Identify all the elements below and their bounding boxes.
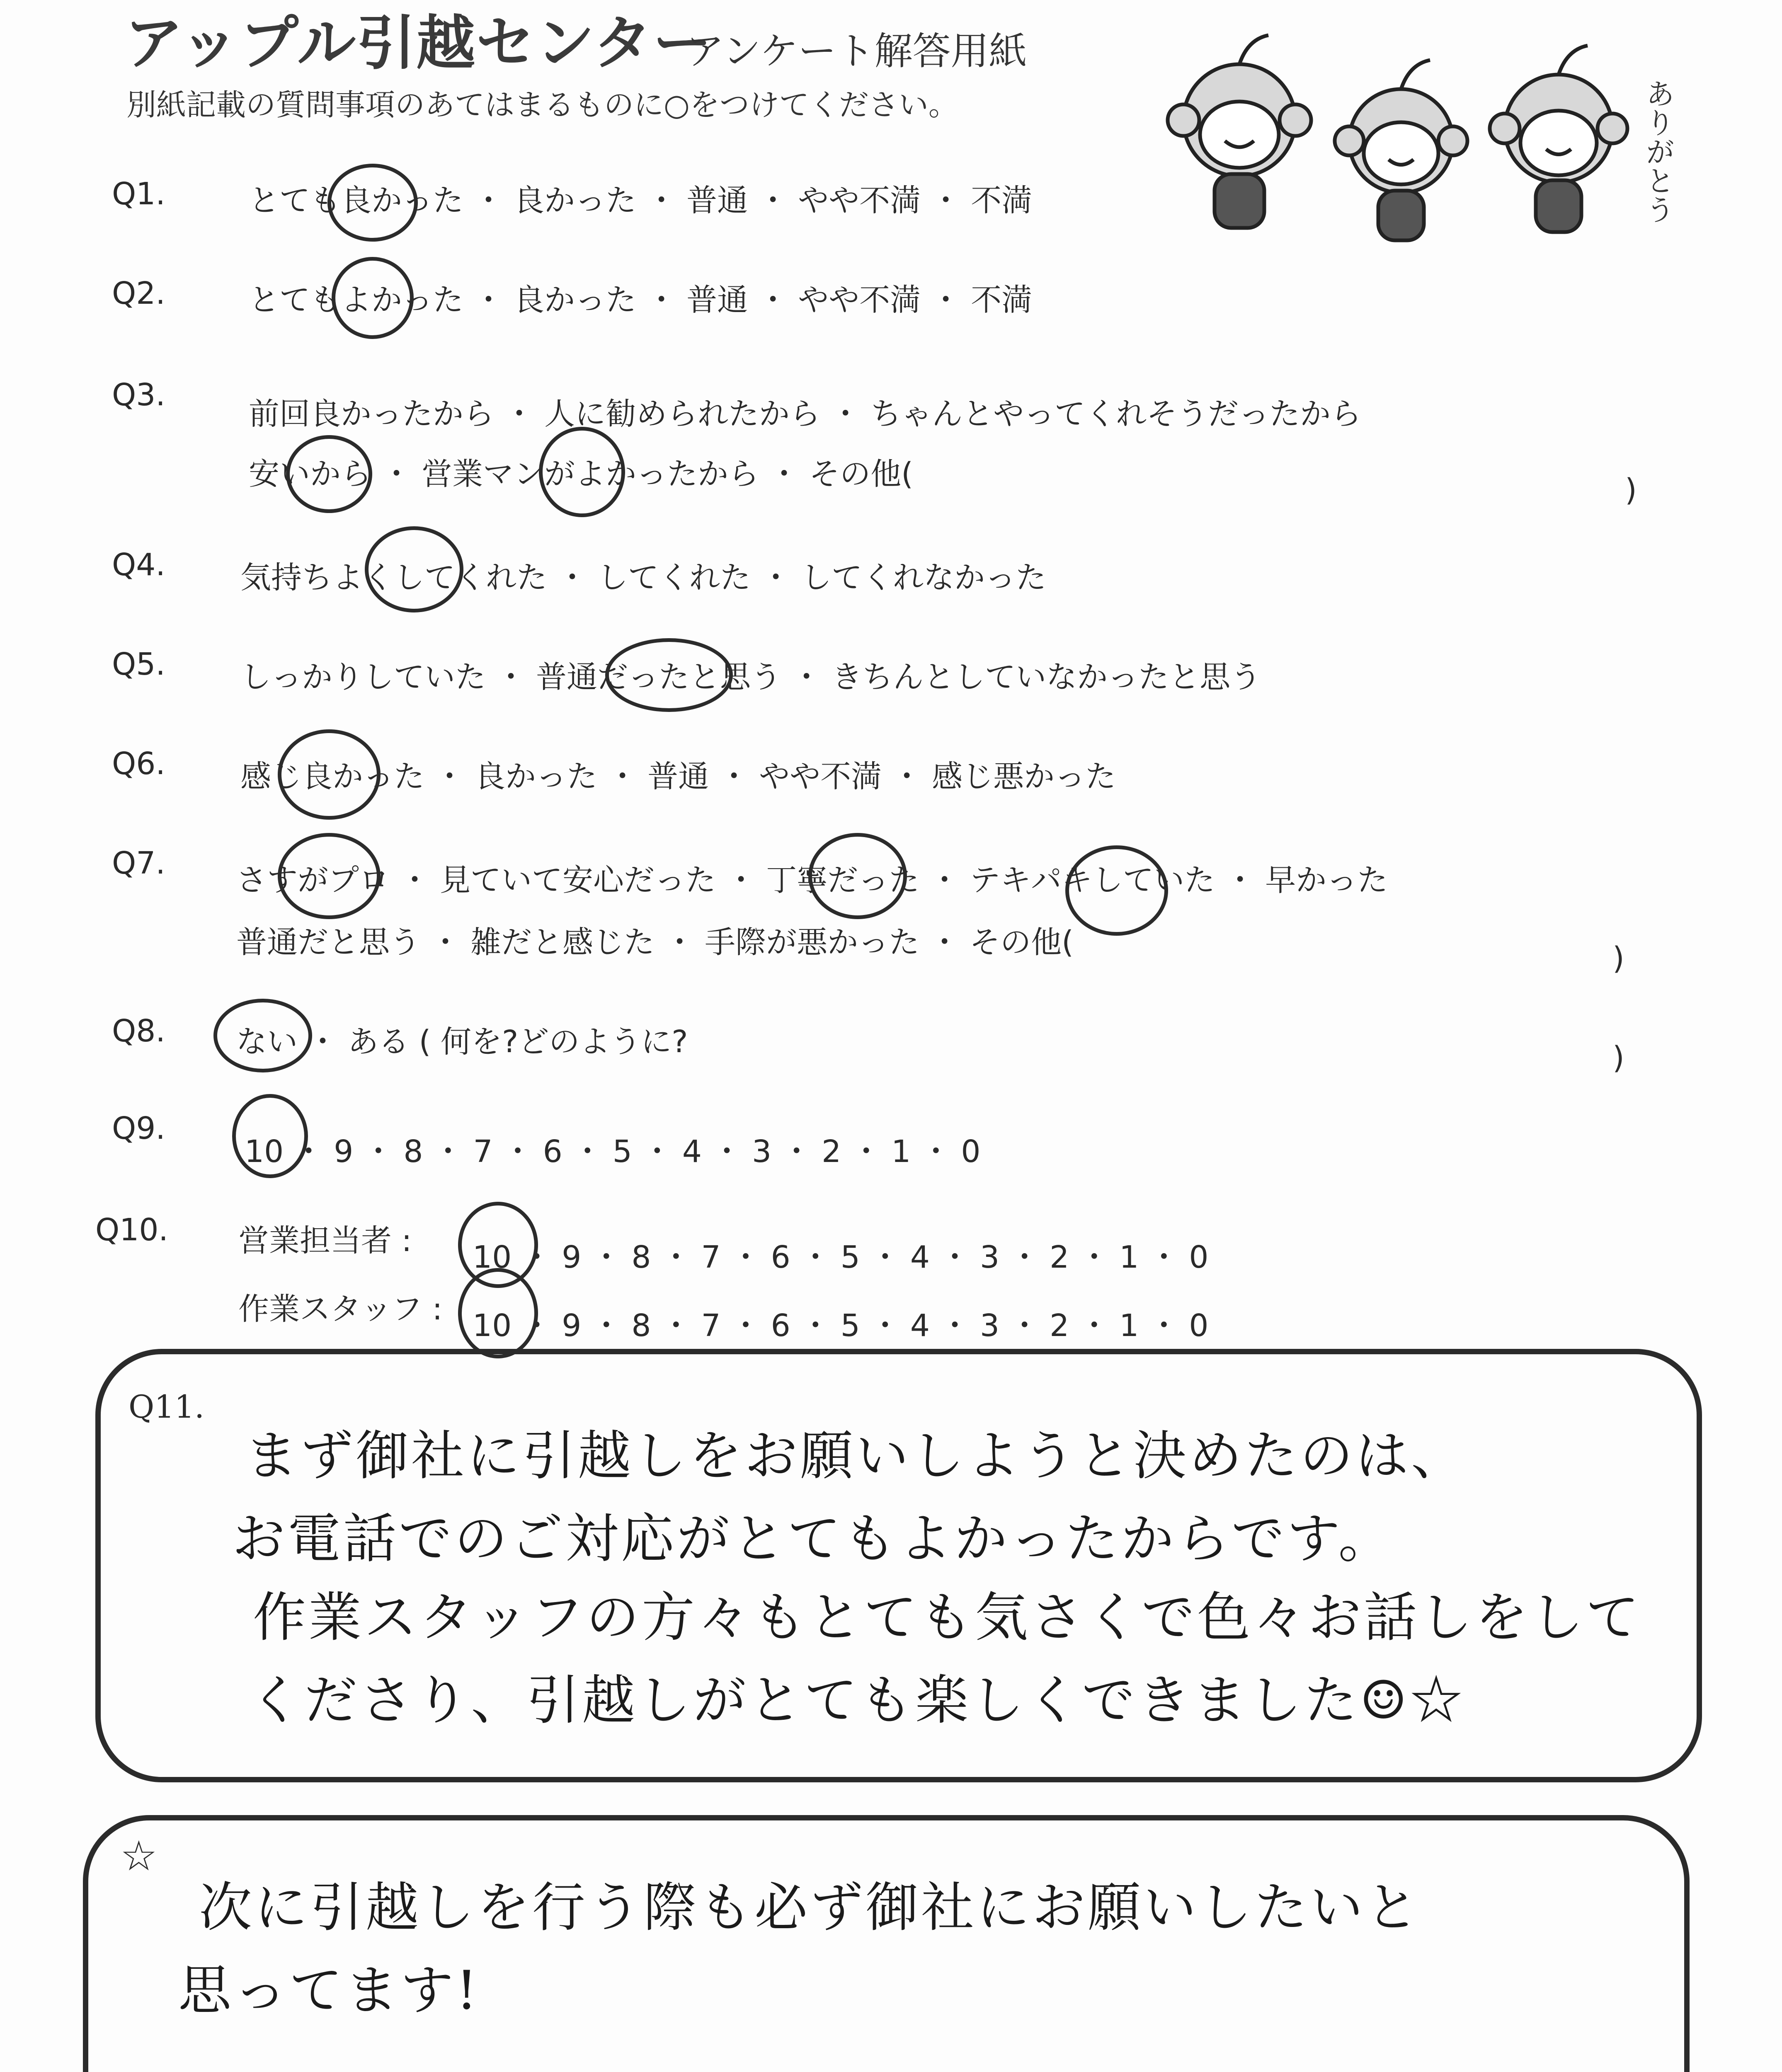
q7-answer-circle-2 xyxy=(808,833,907,919)
q8-options[interactable]: ない ・ ある ( 何を?どのように? xyxy=(236,1024,688,1060)
q11-line-1: まず御社に引越しをお願いしようと決めたのは、 xyxy=(245,1425,1467,1487)
q9-answer-circle xyxy=(232,1094,308,1178)
mascot-illustration xyxy=(1144,17,1724,249)
q9-label: Q9. xyxy=(112,1111,165,1146)
q2-options[interactable]: とてもよかった ・ 良かった ・ 普通 ・ やや不満 ・ 不満 xyxy=(249,282,1033,318)
q3-answer-circle-2 xyxy=(539,427,625,517)
q10-staff-scale[interactable]: 10 ・ 9 ・ 8 ・ 7 ・ 6 ・ 5 ・ 4 ・ 3 ・ 2 ・ 1 ・ 0 xyxy=(473,1308,1209,1343)
q3-close-paren: ) xyxy=(1625,472,1637,508)
q11-line-3: 作業スタッフの方々もとても気さくで色々お話しをして xyxy=(253,1587,1642,1648)
q10-sales-label: 営業担当者 : xyxy=(238,1223,412,1259)
q4-answer-circle xyxy=(365,526,463,612)
company-title: アップル引越センター xyxy=(124,9,713,77)
extra-line-2: 思ってます! xyxy=(178,1960,480,2021)
form-title: アンケート解答用紙 xyxy=(686,29,1027,73)
q10-staff-answer-circle xyxy=(458,1268,538,1358)
q8-label: Q8. xyxy=(112,1013,165,1049)
q7-options-line2[interactable]: 普通だと思う ・ 雑だと感じた ・ 手際が悪かった ・ その他( xyxy=(236,925,1074,960)
q3-options-line1[interactable]: 前回良かったから ・ 人に勧められたから ・ ちゃんとやってくれそうだったから xyxy=(249,396,1362,432)
q6-answer-circle xyxy=(278,729,381,820)
q1-label: Q1. xyxy=(112,176,165,212)
q3-answer-circle-1 xyxy=(286,435,372,513)
q10-staff-label: 作業スタッフ : xyxy=(238,1291,443,1327)
q2-answer-circle xyxy=(332,257,414,339)
q11-line-2: お電話でのご対応がとてもよかったからです。 xyxy=(232,1508,1394,1570)
q8-close-paren: ) xyxy=(1612,1040,1624,1076)
q6-label: Q6. xyxy=(112,746,165,782)
q7-label: Q7. xyxy=(112,845,165,881)
mascot-1 xyxy=(1168,35,1311,228)
q7-close-paren: ) xyxy=(1612,941,1624,976)
q11-label: Q11. xyxy=(128,1388,205,1425)
q3-options-line2[interactable]: 安いから ・ 営業マンがよかったから ・ その他( xyxy=(249,456,913,492)
q8-answer-circle xyxy=(213,999,312,1072)
q7-answer-circle-1 xyxy=(278,833,381,919)
instruction-text: 別紙記載の質問事項のあてはまるものに○をつけてください。 xyxy=(126,87,958,122)
q10-label: Q10. xyxy=(95,1212,168,1248)
extra-star-mark: ☆ xyxy=(120,1832,158,1880)
q3-label: Q3. xyxy=(112,377,165,413)
q5-label: Q5. xyxy=(112,646,165,682)
q1-answer-circle xyxy=(327,164,418,242)
q11-line-4: くださり、引越しがとても楽しくできました☺☆ xyxy=(249,1670,1465,1731)
extra-comment-box[interactable] xyxy=(83,1815,1690,2072)
q7-options-line1[interactable]: さすがプロ ・ 見ていて安心だった ・ 丁寧だった ・ テキパキしていた ・ 早かった xyxy=(236,862,1388,898)
q7-answer-circle-3 xyxy=(1065,845,1168,936)
q2-label: Q2. xyxy=(112,276,165,311)
mascot-caption: ありがとう xyxy=(1641,79,1675,224)
q10-sales-scale[interactable]: 10 ・ 9 ・ 8 ・ 7 ・ 6 ・ 5 ・ 4 ・ 3 ・ 2 ・ 1 ・ 0 xyxy=(473,1239,1209,1275)
q1-options[interactable]: とても良かった ・ 良かった ・ 普通 ・ やや不満 ・ 不満 xyxy=(249,183,1033,218)
q5-options[interactable]: しっかりしていた ・ 普通だったと思う ・ きちんとしていなかったと思う xyxy=(240,659,1261,695)
q9-scale[interactable]: 10 ・ 9 ・ 8 ・ 7 ・ 6 ・ 5 ・ 4 ・ 3 ・ 2 ・ 1 ・ 0 xyxy=(245,1134,981,1169)
mascot-3 xyxy=(1490,46,1627,232)
q6-options[interactable]: 感じ良かった ・ 良かった ・ 普通 ・ やや不満 ・ 感じ悪かった xyxy=(240,759,1116,794)
extra-line-1: 次に引越しを行う際も必ず御社にお願いしたいと xyxy=(199,1877,1421,1939)
q4-options[interactable]: 気持ちよくしてくれた ・ してくれた ・ してくれなかった xyxy=(240,560,1047,595)
mascot-2 xyxy=(1335,60,1467,240)
q5-answer-circle xyxy=(605,638,733,712)
q4-label: Q4. xyxy=(112,547,165,583)
